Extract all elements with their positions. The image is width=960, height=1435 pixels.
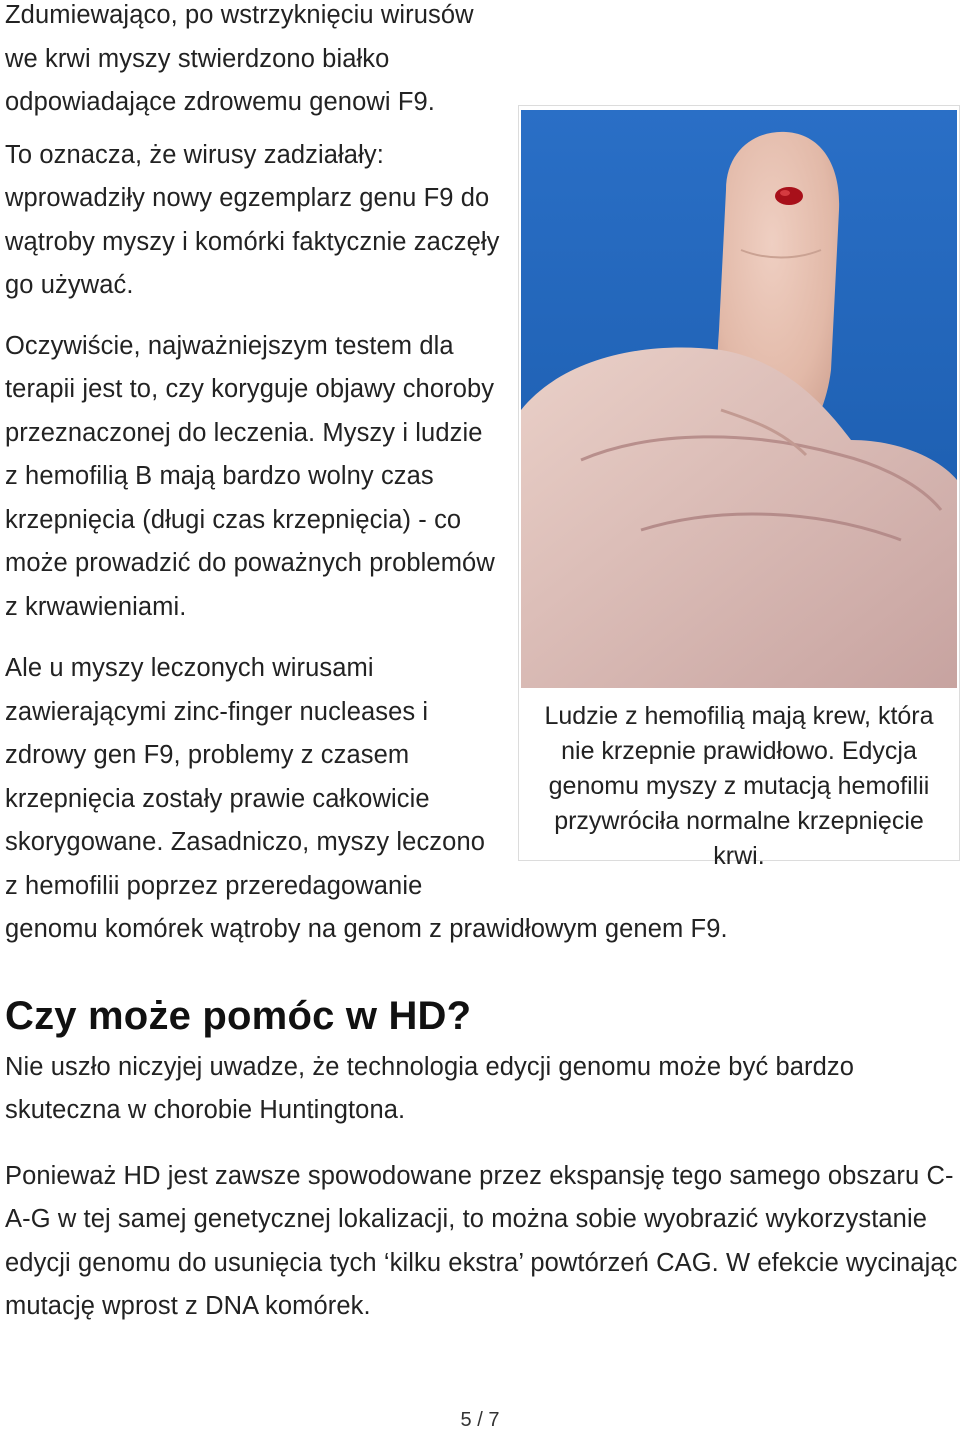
figure bbox=[518, 105, 960, 870]
section-paragraph-2: Ponieważ HD jest zawsze spowodowane przez ekspansję tego samego obszaru C-A-G w tej samej genetycznej lokalizacji, to można sobie wyobrazić wykorzystanie edycji genomu do usunięcia tych ‘kilku ekstra’ powtórzeń CAG. W efekcie wycinając mutację wprost z DNA komórek. bbox=[5, 1161, 958, 1320]
page-number: 5 / 7 bbox=[460, 1409, 500, 1431]
section-paragraph-1: Nie uszło niczyjej uwadze, że technologia edycji genomu może być bardzo skuteczna w chorobie Huntingtona. bbox=[5, 1052, 855, 1124]
figure-caption: Ludzie z hemofilią mają krew, która nie krzepnie prawidłowo. Edycja genomu myszy z mutacją hemofilii przywróciła normalne krzepnięcie krwi. bbox=[544, 702, 934, 870]
paragraph-4: Ale u myszy leczonych wirusami zawierającymi zinc-finger nucleases i zdrowy gen F9, problemy z czasem krzepnięcia zostały prawie całkowicie skorygowane. Zasadniczo, myszy leczono z hemofilii poprzez przeredagowanie genomu komórek wątroby na genom z prawidłowym genem F9. bbox=[5, 654, 728, 943]
paragraph-3: Oczywiście, najważniejszym testem dla terapii jest to, czy koryguje objawy choroby przeznaczonej do leczenia. Myszy i ludzie z hemofilią B mają bardzo wolny czas krzepnięcia (długi czas krzepnięcia) - co może prowadzić do poważnych problemów z krwawieniami. bbox=[5, 331, 495, 621]
paragraph-1: Zdumiewająco, po wstrzyknięciu wirusów we krwi myszy stwierdzono białko odpowiadające zdrowemu genowi F9. bbox=[5, 1, 474, 116]
section-heading: Czy może pomóc w HD? bbox=[5, 993, 472, 1038]
paragraph-2: To oznacza, że wirusy zadziałały: wprowadziły nowy egzemplarz genu F9 do wątroby myszy i komórki faktycznie zaczęły go używać. bbox=[5, 140, 500, 299]
blood-drop-icon bbox=[775, 187, 803, 205]
thumb-photo bbox=[521, 110, 957, 688]
